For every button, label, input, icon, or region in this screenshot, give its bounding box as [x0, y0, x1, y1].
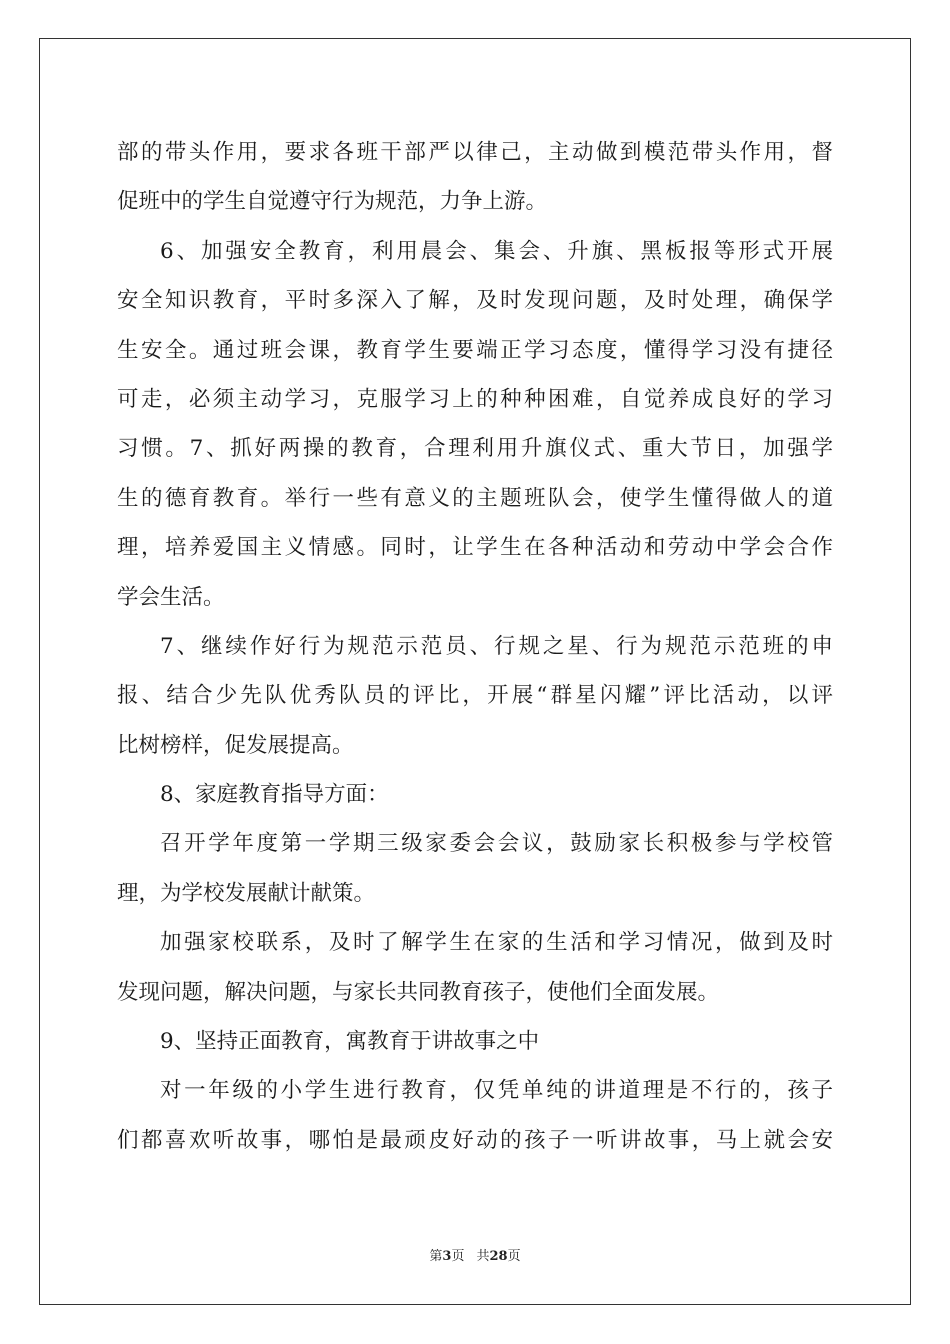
- total-prefix: 共: [476, 1249, 490, 1264]
- text-line: 促班中的学生自觉遵守行为规范，力争上游。: [117, 189, 548, 215]
- text-line: 生的德育教育。举行一些有意义的主题班队会，使学生懂得做人的道: [117, 485, 833, 511]
- page-footer: [0, 1248, 950, 1266]
- text-line: 理，为学校发展献计献策。: [117, 880, 376, 906]
- text-line: 可走，必须主动学习，克服学习上的种种困难，自觉养成良好的学习: [117, 386, 833, 412]
- text-line: 召开学年度第一学期三级家委会会议，鼓励家长积极参与学校管: [160, 831, 833, 857]
- text-line: 报、结合少先队优秀队员的评比，开展“群星闪耀”评比活动，以评: [117, 683, 833, 709]
- text-line: 发现问题，解决问题，与家长共同教育孩子，使他们全面发展。: [117, 979, 720, 1005]
- text-line: 学会生活。: [117, 584, 225, 610]
- text-line: 生安全。通过班会课，教育学生要端正学习态度，懂得学习没有捷径: [117, 337, 833, 363]
- document-body: [117, 128, 833, 1165]
- text-line: 9、坚持正面教育，寓教育于讲故事之中: [160, 1029, 540, 1055]
- total-unit: 页: [507, 1249, 521, 1264]
- text-line: 对一年级的小学生进行教育，仅凭单纯的讲道理是不行的，孩子: [160, 1078, 833, 1104]
- text-line: 7、继续作好行为规范示范员、行规之星、行为规范示范班的申: [160, 633, 833, 659]
- text-line: 加强家校联系，及时了解学生在家的生活和学习情况，做到及时: [160, 930, 833, 956]
- text-line: 6、加强安全教育，利用晨会、集会、升旗、黑板报等形式开展: [160, 238, 833, 264]
- text-line: 安全知识教育，平时多深入了解，及时发现问题，及时处理，确保学: [117, 288, 833, 314]
- page-number: 3: [442, 1249, 452, 1264]
- text-line: 们都喜欢听故事，哪怕是最顽皮好动的孩子一听讲故事，马上就会安: [117, 1127, 833, 1153]
- text-line: 理，培养爱国主义情感。同时，让学生在各种活动和劳动中学会合作: [117, 535, 833, 561]
- total-pages: 28: [489, 1249, 508, 1264]
- text-line: 比树榜样，促发展提高。: [117, 732, 354, 758]
- text-line: 8、家庭教育指导方面：: [160, 782, 389, 808]
- text-line: 习惯。7、抓好两操的教育，合理利用升旗仪式、重大节日，加强学: [117, 436, 833, 462]
- text-line: 部的带头作用，要求各班干部严以律己，主动做到模范带头作用，督: [117, 140, 833, 165]
- page-prefix: 第: [429, 1249, 443, 1264]
- page-unit: 页: [451, 1249, 465, 1264]
